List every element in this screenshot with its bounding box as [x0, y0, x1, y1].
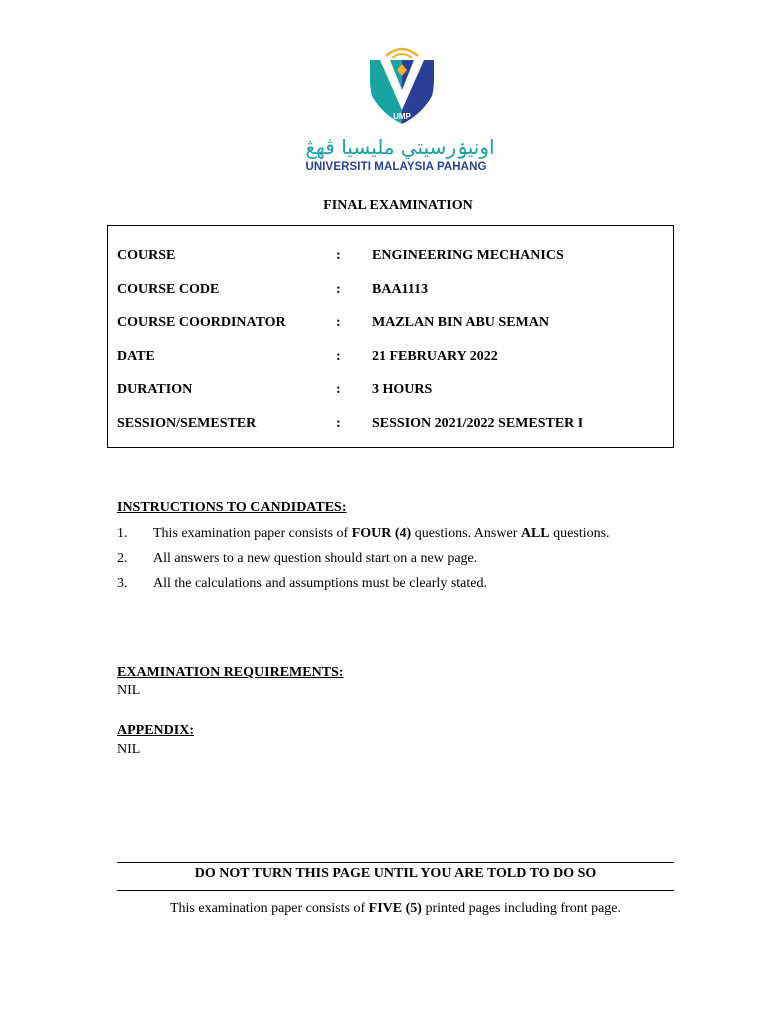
info-colon: : [336, 315, 341, 330]
instruction-text: All answers to a new question should start on a new page. [153, 551, 478, 566]
info-value: ENGINEERING MECHANICS [372, 248, 564, 263]
info-value: SESSION 2021/2022 SEMESTER I [372, 416, 584, 431]
logo-text: UMP [393, 112, 411, 121]
info-colon: : [336, 382, 341, 397]
appendix-value: NIL [117, 742, 141, 757]
instruction-number: 1. [117, 526, 128, 541]
requirements-heading: EXAMINATION REQUIREMENTS: [117, 665, 344, 680]
logo-arc-inner [392, 54, 412, 58]
exam-title: FINAL EXAMINATION [323, 198, 473, 213]
instruction-number: 3. [117, 576, 128, 591]
info-colon: : [336, 248, 341, 263]
info-label: SESSION/SEMESTER [117, 416, 257, 431]
university-name-jawi: اونيۏرسيتي مليسيا ڤهڠ [305, 135, 495, 159]
info-label: COURSE CODE [117, 282, 220, 297]
university-name: UNIVERSITI MALAYSIA PAHANG [305, 161, 487, 173]
info-label: COURSE COORDINATOR [117, 315, 286, 330]
requirements-value: NIL [117, 683, 141, 698]
info-value: MAZLAN BIN ABU SEMAN [372, 315, 549, 330]
info-colon: : [336, 282, 341, 297]
warning-notice: DO NOT TURN THIS PAGE UNTIL YOU ARE TOLD TO DO SO [194, 866, 597, 881]
info-value: 21 FEBRUARY 2022 [372, 349, 498, 364]
info-value: BAA1113 [372, 282, 429, 297]
info-value: 3 HOURS [372, 382, 433, 397]
instructions-heading: INSTRUCTIONS TO CANDIDATES: [117, 500, 347, 515]
course-info-box [107, 225, 674, 448]
info-label: DURATION [117, 382, 193, 397]
university-logo [366, 44, 438, 132]
info-label: COURSE [117, 248, 176, 263]
info-colon: : [336, 416, 341, 431]
info-colon: : [336, 349, 341, 364]
instruction-text: This examination paper consists of FOUR (4) questions. Answer ALL questions. [153, 526, 610, 541]
page-count-note: This examination paper consists of FIVE (5) printed pages including front page. [169, 901, 622, 916]
instruction-text: All the calculations and assumptions must be clearly stated. [153, 576, 487, 591]
appendix-heading: APPENDIX: [117, 723, 194, 738]
instruction-number: 2. [117, 551, 128, 566]
info-label: DATE [117, 349, 155, 364]
divider-bottom [117, 890, 674, 891]
divider-top [117, 862, 674, 863]
